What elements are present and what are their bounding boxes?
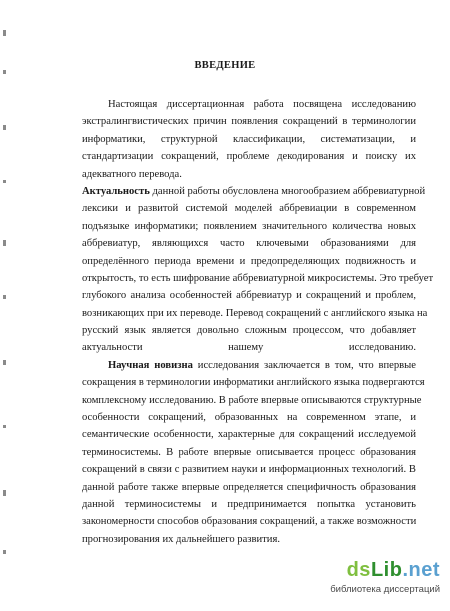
line-text: информатики, структурной классификации, систематизации, и: [82, 133, 416, 145]
text-line: [82, 322, 416, 339]
line-text: комплексному исследованию. В работе впервые описываются структурные: [82, 394, 422, 406]
scan-edge-marks: [3, 30, 9, 590]
text-line: [82, 235, 416, 252]
text-line: [82, 357, 416, 374]
text-line: [82, 166, 416, 183]
line-text: исследования заключается в том, что впервые: [192, 359, 417, 371]
line-text: данной работы обусловлена многообразием аббревиатурной: [149, 185, 426, 197]
text-line: [82, 461, 416, 478]
line-text: русский язык является довольно сложным процессом, что добавляет: [82, 325, 416, 337]
watermark-logo-part3: .net: [402, 559, 440, 581]
text-line: [82, 200, 416, 217]
page-heading: ВВЕДЕНИЕ: [194, 60, 256, 71]
line-text: прогнозирования их дальнейшего развития.: [82, 533, 280, 545]
line-text: закономерности способов образования сокращений, а также возможности: [82, 516, 417, 528]
watermark-logo-part1: ds: [346, 559, 371, 581]
line-text: экстралингвистических причин появления сокращений в терминологии: [82, 116, 416, 128]
text-line: [82, 305, 428, 322]
line-text: Настоящая диссертационная работа посвящена исследованию: [108, 99, 416, 110]
text-line: [82, 270, 434, 287]
text-line: [82, 409, 416, 426]
line-text: аббревиатур, являющихся часто ключевыми образованиями для: [82, 238, 416, 250]
text-line: [82, 426, 416, 443]
document-body: [82, 96, 434, 548]
line-text: адекватного перевода.: [82, 168, 182, 180]
text-line: [82, 339, 416, 356]
text-line: [82, 148, 416, 165]
line-text: актуальности нашему исследованию.: [82, 342, 416, 354]
line-text: сокращения в терминологии информатики английского языка подвергаются: [82, 377, 425, 389]
text-line: [82, 131, 416, 148]
bold-term: Актуальность: [82, 185, 150, 197]
line-text: стандартизации сокращений, проблеме декодирования и поиску их: [82, 151, 416, 163]
watermark-logo-part2: Lib: [370, 559, 403, 581]
text-line: [82, 531, 416, 548]
text-line: [82, 113, 416, 130]
text-line: [82, 496, 416, 513]
line-text: данной терминосистемы и предпринимается попытка установить: [82, 498, 416, 510]
line-text: подъязыке информатики; появлением значительного количества новых: [82, 220, 416, 232]
text-line: [82, 253, 416, 270]
text-line: [82, 479, 416, 496]
text-line: [82, 444, 416, 461]
text-line: [82, 96, 416, 113]
line-text: семантические особенности, характерные для сокращений исследуемой: [82, 429, 416, 441]
line-text: определённого периода времени и предопределяющих подвижность и: [82, 255, 416, 267]
watermark-subtitle: библиотека диссертаций: [330, 584, 440, 595]
text-line: [82, 374, 425, 391]
line-text: глубокого анализа особенностей аббревиатур и сокращений и проблем,: [82, 290, 416, 302]
line-text: сокращений в связи с развитием науки и информационных технологий. В: [82, 464, 416, 476]
text-line: [82, 287, 416, 304]
line-text: открытость, то есть шифрование аббревиатурной микросистемы. Это требует: [82, 272, 434, 284]
line-text: особенности сокращений, образованных на современном этапе, и: [82, 412, 416, 424]
text-line: [82, 513, 416, 530]
watermark: [300, 559, 440, 603]
text-line: [82, 183, 426, 200]
line-text: возникающих при их переводе. Перевод сокращений с английского языка на: [82, 307, 428, 319]
text-line: [82, 218, 416, 235]
bold-term: Научная новизна: [108, 359, 193, 371]
line-text: лексики и развитой системой моделей аббревиации в современном: [82, 203, 416, 215]
watermark-logo: [347, 559, 440, 582]
text-line: [82, 392, 422, 409]
line-text: терминосистемы. В работе впервые описывается процесс образования: [82, 446, 416, 458]
line-text: данной работе также впервые определяется специфичность образования: [82, 481, 416, 493]
